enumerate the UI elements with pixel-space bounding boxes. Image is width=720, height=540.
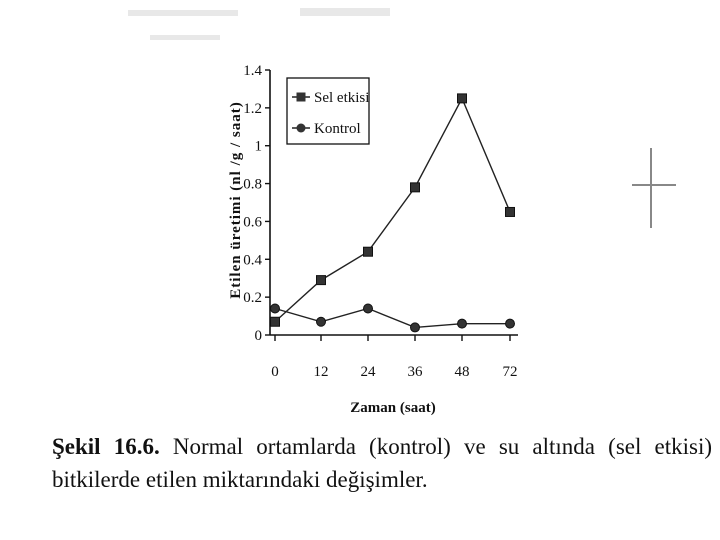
- data-point-kontrol: [411, 323, 420, 332]
- figure-caption: [52, 430, 712, 496]
- chart-legend: [287, 78, 369, 144]
- chart-axes: [243, 63, 518, 380]
- y-tick-label: 0.4: [243, 252, 262, 269]
- data-point-sel-etkisi: [411, 183, 420, 192]
- x-axis-title: Zaman (saat): [350, 400, 436, 416]
- x-tick-label: 0: [271, 364, 279, 380]
- data-point-kontrol: [506, 319, 515, 328]
- legend-label-sel-etkisi: Sel etkisi: [314, 90, 370, 106]
- data-point-kontrol: [271, 304, 280, 313]
- data-point-kontrol: [364, 304, 373, 313]
- x-tick-label: 72: [502, 364, 518, 380]
- legend-marker-kontrol: [297, 124, 306, 133]
- data-point-sel-etkisi: [364, 247, 373, 256]
- y-tick-label: 1.2: [243, 100, 262, 117]
- y-tick-label: 0.2: [243, 290, 262, 307]
- caption-label: Şekil 16.6.: [52, 434, 160, 459]
- series-line-kontrol: [275, 309, 510, 328]
- legend-label-kontrol: Kontrol: [314, 121, 361, 137]
- data-point-kontrol: [317, 317, 326, 326]
- data-point-sel-etkisi: [271, 317, 280, 326]
- legend-marker-sel-etkisi: [297, 93, 306, 102]
- y-tick-label: 1.4: [243, 63, 262, 79]
- y-tick-label: 0: [254, 328, 262, 344]
- x-tick-label: 36: [407, 364, 423, 380]
- x-tick-label: 12: [313, 364, 329, 380]
- caption-text: Normal ortamlarda (kontrol) ve su altında (sel etkisi) bitkilerde etilen miktarındaki değişimler.: [52, 434, 713, 492]
- y-tick-label: 0.8: [243, 176, 262, 193]
- data-point-sel-etkisi: [458, 94, 467, 103]
- data-point-sel-etkisi: [506, 207, 515, 216]
- data-point-kontrol: [458, 319, 467, 328]
- y-tick-label: 1: [254, 138, 262, 155]
- x-tick-label: 48: [454, 364, 470, 380]
- data-point-sel-etkisi: [317, 276, 326, 285]
- y-tick-label: 0.6: [243, 214, 262, 231]
- x-tick-label: 24: [360, 364, 376, 380]
- y-axis-title: Etilen üretimi (nl /g / saat): [228, 101, 244, 299]
